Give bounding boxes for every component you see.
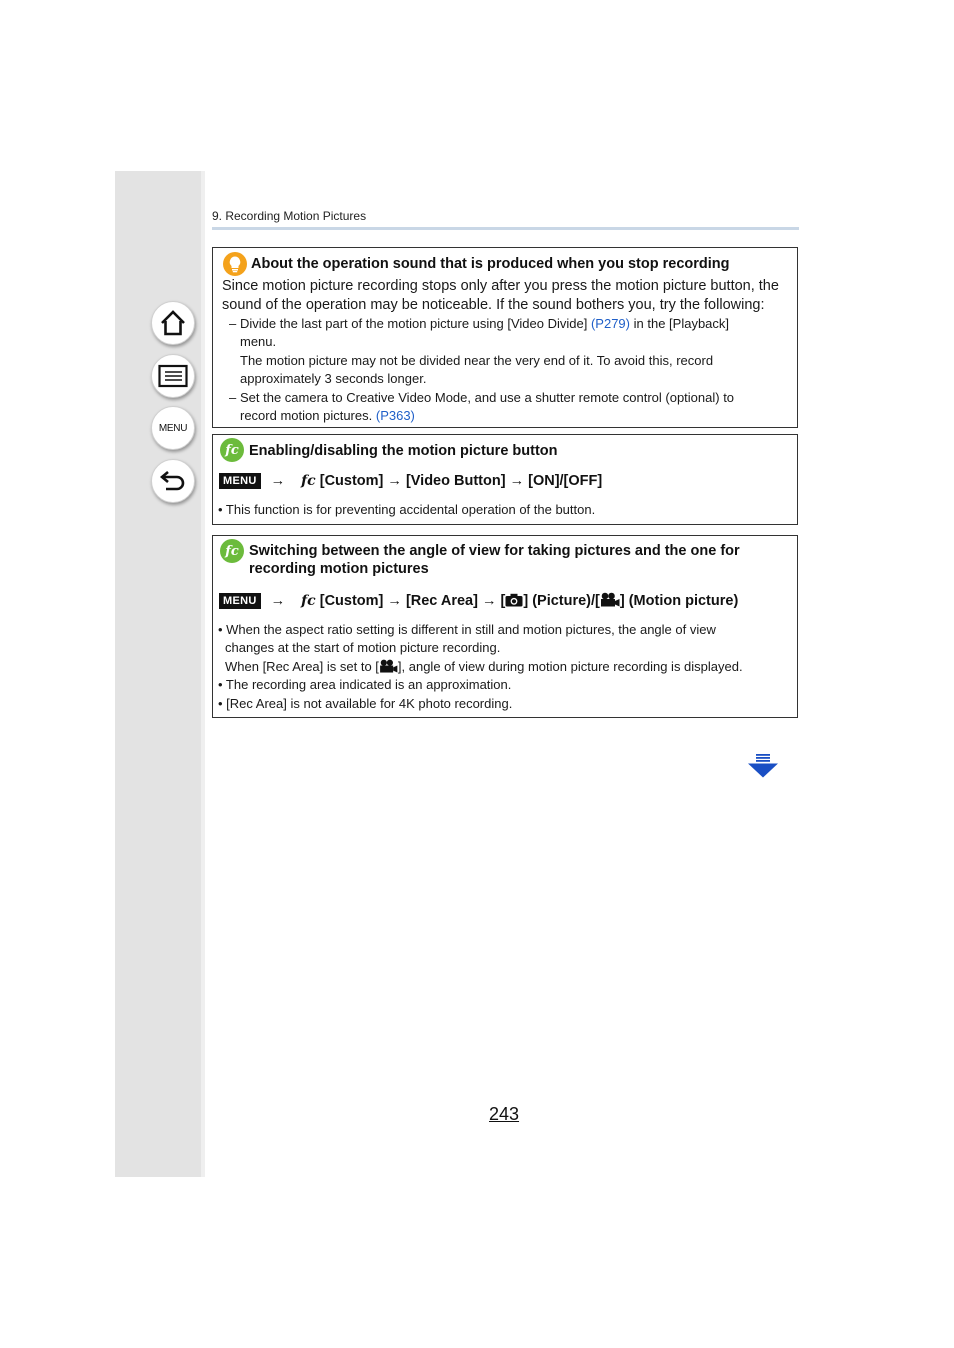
tip-line2: sound of the operation may be noticeable. If the sound bothers you, try the following: <box>222 297 765 313</box>
back-arrow-icon <box>159 468 187 494</box>
tip-item1-dash: – <box>229 316 237 331</box>
back-button[interactable] <box>151 459 195 503</box>
section1-note: • This function is for preventing accidental operation of the button. <box>218 502 596 517</box>
tip-box <box>212 247 798 428</box>
page-number: 243 <box>489 1104 520 1124</box>
movie-camera-icon <box>600 592 620 607</box>
movie-camera-icon <box>379 659 398 673</box>
home-button[interactable] <box>151 301 195 345</box>
section2-heading-line1: Switching between the angle of view for taking pictures and the one for <box>249 543 740 559</box>
tip-item2-line1: Set the camera to Creative Video Mode, and use a shutter remote control (optional) to <box>240 390 735 405</box>
path-arrow: → <box>509 473 525 489</box>
rec-area-section <box>212 535 798 718</box>
path-arrow: → <box>481 593 497 609</box>
path-arrow: → <box>387 593 402 609</box>
tip-item2-line2 <box>240 408 415 423</box>
path-open-bracket: [ <box>500 593 506 609</box>
path-motion-picture: ] (Motion picture) <box>619 593 739 609</box>
path-arrow: → <box>270 593 286 609</box>
next-page-arrow-icon[interactable] <box>747 754 779 778</box>
section2-note2: • The recording area indicated is an approximation. <box>218 677 512 692</box>
note1-text-post: ], angle of view during motion picture recording is displayed. <box>397 659 743 674</box>
motion-button-section <box>212 434 798 525</box>
tip-item1-line1 <box>240 316 729 331</box>
sidebar-edge <box>201 171 205 1177</box>
custom-fc-icon: fc <box>301 593 316 609</box>
tip-item1-line4: approximately 3 seconds longer. <box>240 371 427 386</box>
home-icon <box>159 309 187 337</box>
section2-note3: • [Rec Area] is not available for 4K photo recording. <box>218 696 513 711</box>
section2-note1-line2: changes at the start of motion picture recording. <box>225 640 501 655</box>
header-rule <box>212 227 799 230</box>
lightbulb-icon <box>223 252 247 276</box>
section2-menu-path <box>219 592 738 609</box>
tip-item1-line3: The motion picture may not be divided near the very end of it. To avoid this, record <box>240 353 714 368</box>
tip-line1: Since motion picture recording stops only after you press the motion picture button, the <box>222 278 779 294</box>
list-icon <box>158 364 188 388</box>
path-custom: [Custom] <box>319 593 384 609</box>
tip-item1-text-a: Divide the last part of the motion picture using [Video Divide] <box>240 316 588 331</box>
contents-button[interactable] <box>151 354 195 398</box>
menu-badge: MENU <box>219 473 261 489</box>
tip-item2-dash: – <box>229 390 237 405</box>
path-arrow: → <box>387 473 402 489</box>
menu-badge: MENU <box>219 593 261 609</box>
tip-item1-line2: menu. <box>240 334 277 349</box>
breadcrumb: 9. Recording Motion Pictures <box>212 209 367 223</box>
path-picture: ] (Picture)/[ <box>523 593 600 609</box>
tip-item1-text-b: in the [Playback] <box>633 316 730 331</box>
menu-button[interactable] <box>151 406 195 450</box>
custom-menu-icon: fc <box>220 539 244 563</box>
section2-note1-line3 <box>225 659 743 674</box>
note1-text-pre: When [Rec Area] is set to [ <box>225 659 379 674</box>
tip-heading: About the operation sound that is produced when you stop recording <box>251 256 730 272</box>
section1-heading: Enabling/disabling the motion picture button <box>249 443 558 459</box>
custom-menu-icon: fc <box>220 438 244 462</box>
camera-icon <box>505 593 523 607</box>
path-rec-area: [Rec Area] <box>405 593 478 609</box>
menu-label: MENU <box>158 422 188 434</box>
path-custom: [Custom] <box>319 473 384 489</box>
tip-item2-text-b: record motion pictures. <box>240 408 373 423</box>
custom-fc-icon: fc <box>301 473 316 489</box>
section2-note1-line1: • When the aspect ratio setting is different in still and motion pictures, the angle of view <box>218 622 716 637</box>
p363-link[interactable]: (P363) <box>375 408 415 423</box>
section1-menu-path <box>219 473 602 489</box>
section2-heading-line2: recording motion pictures <box>249 561 429 577</box>
path-on-off: [ON]/[OFF] <box>528 473 603 489</box>
p279-link[interactable]: (P279) <box>590 316 630 331</box>
path-arrow: → <box>270 473 286 489</box>
path-video-button: [Video Button] <box>405 473 506 489</box>
